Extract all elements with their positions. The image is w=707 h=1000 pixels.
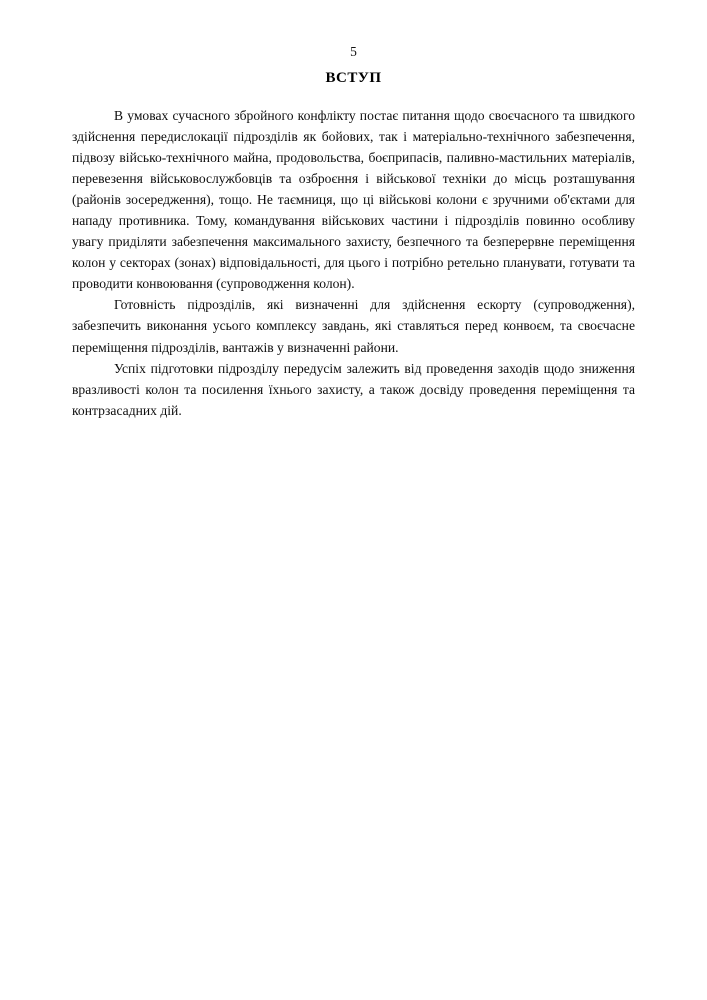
page-number: 5 [350,44,357,59]
paragraph: Готовність підрозділів, які визначенні для здійснення ескорту (супроводження), забезпечить виконання усього комплексу завдань, які ставляться перед конвоєм, та своєчасне переміщення підрозділів, вантажів у визначенні райони. [72,297,635,355]
body-text [0,105,707,421]
paragraph: В умовах сучасного збройного конфлікту постає питання щодо своєчасного та швидкого здійснення передислокації підрозділів як бойових, так і матеріально-технічного забезпечення, підвозу військо-технічного майна, продовольства, боєприпасів, паливно-мастильних матеріалів, перевезення військовослужбовців та озброєння і військової техніки до місць розташування (районів зосередження), тощо. Не таємниця, що ці військові колони є зручними об'єктами для нападу противника. Тому, командування військових частини і підрозділів повинно особливу увагу приділяти забезпечення максимального захисту, безпечного та безперервне переміщення колон у секторах (зонах) відповідальності, для цього і потрібно ретельно планувати, готувати та проводити конвоювання (супроводження колон). [72,107,635,292]
page-title: ВСТУП [325,69,382,86]
paragraph: Успіх підготовки підрозділу передусім залежить від проведення заходів щодо зниження вразливості колон та посилення їхнього захисту, а також досвіду проведення переміщення та контрзасадних дій. [72,360,635,418]
